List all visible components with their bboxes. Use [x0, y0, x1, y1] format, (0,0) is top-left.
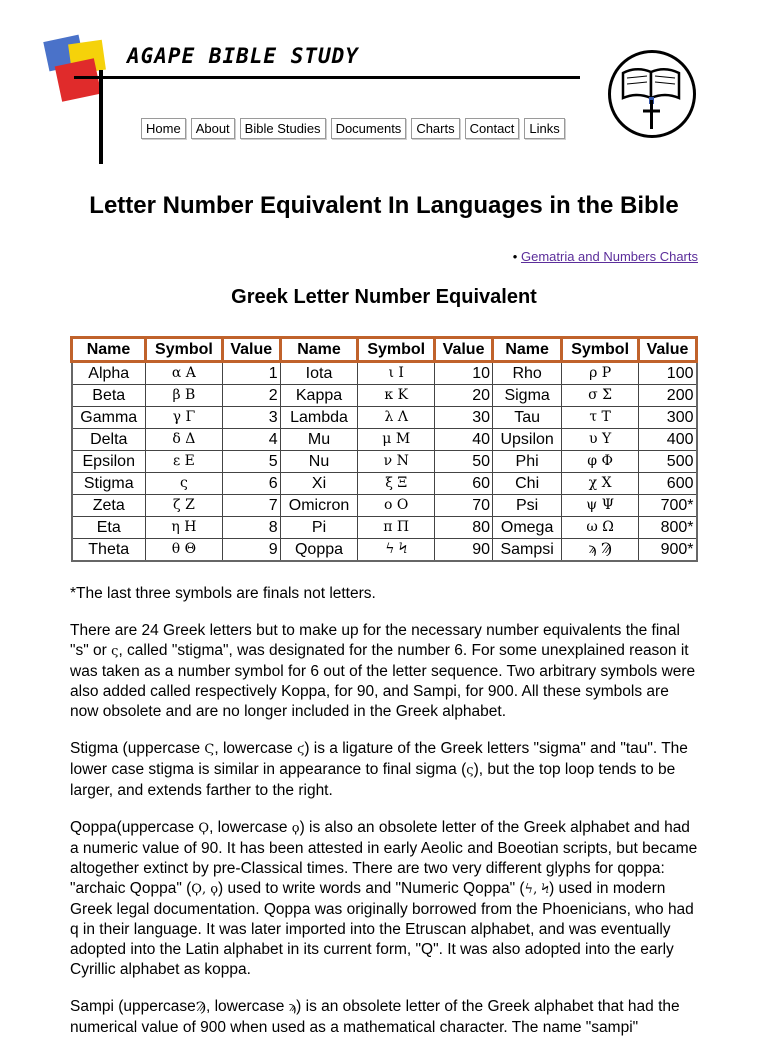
- bullet: •: [512, 249, 518, 264]
- greek-number-table: [70, 336, 698, 562]
- article-body: [70, 584, 698, 1055]
- letter-name-cell: Omega: [493, 517, 562, 539]
- letter-value-cell: 500: [639, 451, 697, 473]
- table-row: [72, 539, 697, 562]
- nav-home[interactable]: Home: [141, 118, 186, 139]
- table-header-row: [72, 338, 697, 362]
- letter-symbol-cell: β Β: [146, 385, 223, 407]
- letter-value-cell: 600: [639, 473, 697, 495]
- letter-name-cell: Upsilon: [493, 429, 562, 451]
- bible-cross-emblem-icon: [608, 50, 696, 138]
- letter-value-cell: 70: [435, 495, 493, 517]
- letter-symbol-cell: λ Λ: [358, 407, 435, 429]
- qoppa-upper-glyph: Ϙ: [198, 821, 210, 836]
- letter-value-cell: 40: [435, 429, 493, 451]
- letter-name-cell: Stigma: [72, 473, 146, 495]
- letter-symbol-cell: ζ Ζ: [146, 495, 223, 517]
- letter-name-cell: Theta: [72, 539, 146, 562]
- logo-square-red: [55, 58, 102, 102]
- letter-name-cell: Delta: [72, 429, 146, 451]
- letter-name-cell: Xi: [280, 473, 358, 495]
- nav-contact[interactable]: Contact: [465, 118, 520, 139]
- letter-symbol-cell: ω Ω: [562, 517, 639, 539]
- sampi-lower-glyph: ϡ: [288, 1000, 297, 1015]
- letter-symbol-cell: π Π: [358, 517, 435, 539]
- paragraph-qoppa: [70, 818, 698, 980]
- nav-about[interactable]: About: [191, 118, 235, 139]
- letter-value-cell: 900*: [639, 539, 697, 562]
- letter-value-cell: 80: [435, 517, 493, 539]
- letter-value-cell: 4: [222, 429, 280, 451]
- main-nav: [141, 118, 565, 139]
- letter-name-cell: Nu: [280, 451, 358, 473]
- letter-symbol-cell: υ Υ: [562, 429, 639, 451]
- letter-value-cell: 20: [435, 385, 493, 407]
- page-title: Letter Number Equivalent In Languages in the Bible: [89, 192, 679, 219]
- letter-value-cell: 6: [222, 473, 280, 495]
- letter-name-cell: Alpha: [72, 362, 146, 385]
- column-header: Value: [639, 338, 697, 362]
- letter-value-cell: 700*: [639, 495, 697, 517]
- letter-name-cell: Zeta: [72, 495, 146, 517]
- column-header: Name: [72, 338, 146, 362]
- text: Stigma (uppercase: [70, 740, 205, 757]
- sampi-upper-glyph: Ϡ: [195, 1000, 206, 1015]
- letter-name-cell: Gamma: [72, 407, 146, 429]
- letter-symbol-cell: η Η: [146, 517, 223, 539]
- text: ) used to write words and "Numeric Qoppa" (: [218, 880, 525, 897]
- nav-bible-studies[interactable]: Bible Studies: [240, 118, 326, 139]
- letter-symbol-cell: ν Ν: [358, 451, 435, 473]
- table-row: [72, 451, 697, 473]
- letter-symbol-cell: σ Σ: [562, 385, 639, 407]
- letter-name-cell: Kappa: [280, 385, 358, 407]
- text: Sampi (uppercase: [70, 998, 196, 1015]
- table-row: [72, 362, 697, 385]
- letter-name-cell: Eta: [72, 517, 146, 539]
- text: , called "stigma", was designated for the number 6. For some unexplained reason it was taken as a number symbol for 6 out of the letter sequence. Two arbitrary symbols were also added called respectively Koppa, for 90, and Sampi, for 900. All these symbols are now obsolete and are no longer included in the Greek alphabet.: [70, 642, 696, 720]
- footnote: *The last three symbols are finals not letters.: [70, 585, 376, 602]
- letter-value-cell: 3: [222, 407, 280, 429]
- nav-charts[interactable]: Charts: [411, 118, 459, 139]
- letter-symbol-cell: θ Θ: [146, 539, 223, 562]
- letter-value-cell: 300: [639, 407, 697, 429]
- letter-value-cell: 2: [222, 385, 280, 407]
- numeric-qoppa-glyphs: ϟ, Ϟ: [524, 882, 550, 897]
- letter-value-cell: 1: [222, 362, 280, 385]
- text: ), but the top loop tends to be larger, and extends farther to the right.: [70, 761, 676, 799]
- nav-documents[interactable]: Documents: [331, 118, 407, 139]
- letter-name-cell: Rho: [493, 362, 562, 385]
- final-sigma-glyph: ς: [111, 644, 119, 659]
- letter-name-cell: Omicron: [280, 495, 358, 517]
- column-header: Symbol: [562, 338, 639, 362]
- table-row: [72, 429, 697, 451]
- letter-value-cell: 5: [222, 451, 280, 473]
- table-row: [72, 495, 697, 517]
- letter-name-cell: Iota: [280, 362, 358, 385]
- letter-value-cell: 400: [639, 429, 697, 451]
- site-title[interactable]: AGAPE BIBLE STUDY: [127, 44, 359, 68]
- letter-name-cell: Mu: [280, 429, 358, 451]
- letter-name-cell: Epsilon: [72, 451, 146, 473]
- stigma-lower-glyph: ϛ: [297, 742, 305, 757]
- column-header: Value: [435, 338, 493, 362]
- paragraph-sampi: [70, 997, 698, 1038]
- column-header: Name: [280, 338, 358, 362]
- nav-links[interactable]: Links: [524, 118, 564, 139]
- table-row: [72, 473, 697, 495]
- letter-symbol-cell: τ Τ: [562, 407, 639, 429]
- letter-value-cell: 10: [435, 362, 493, 385]
- letter-value-cell: 7: [222, 495, 280, 517]
- text: ) is an obsolete letter of the Greek alphabet that had the numerical value of 900 when used as a mathematical character. The name "sampi": [70, 998, 680, 1036]
- letter-symbol-cell: ο Ο: [358, 495, 435, 517]
- letter-name-cell: Pi: [280, 517, 358, 539]
- letter-name-cell: Sigma: [493, 385, 562, 407]
- column-header: Symbol: [146, 338, 223, 362]
- gematria-charts-link[interactable]: Gematria and Numbers Charts: [520, 249, 698, 264]
- text: , lowercase: [205, 998, 289, 1015]
- letter-symbol-cell: ς: [146, 473, 223, 495]
- letter-name-cell: Sampsi: [493, 539, 562, 562]
- text: There are 24 Greek letters but to make up for the necessary number equivalents the final "s" or: [70, 622, 680, 659]
- letter-symbol-cell: φ Φ: [562, 451, 639, 473]
- table-row: [72, 407, 697, 429]
- letter-symbol-cell: ϡ Ϡ: [562, 539, 639, 562]
- letter-name-cell: Qoppa: [280, 539, 358, 562]
- letter-symbol-cell: γ Γ: [146, 407, 223, 429]
- letter-name-cell: Phi: [493, 451, 562, 473]
- text: , lowercase: [214, 740, 298, 757]
- column-header: Symbol: [358, 338, 435, 362]
- letter-value-cell: 8: [222, 517, 280, 539]
- letter-value-cell: 50: [435, 451, 493, 473]
- text: Qoppa(uppercase: [70, 819, 199, 836]
- text: ) used in modern Greek legal documentation. Qoppa was originally borrowed from the Phoenicians, who had q in their language. It was later imported into the Etruscan alphabet, and was eventually adopted into the Latin alphabet in its current form, "Q". It was also adopted into the early Cyrillic alphabet as koppa.: [70, 880, 694, 978]
- paragraph-stigma: [70, 739, 698, 801]
- letter-value-cell: 90: [435, 539, 493, 562]
- letter-name-cell: Chi: [493, 473, 562, 495]
- letter-symbol-cell: ξ Ξ: [358, 473, 435, 495]
- letter-symbol-cell: δ Δ: [146, 429, 223, 451]
- table-row: [72, 385, 697, 407]
- table-row: [72, 517, 697, 539]
- related-link: [513, 249, 698, 264]
- column-header: Name: [493, 338, 562, 362]
- header-vertical-rule: [99, 70, 103, 164]
- letter-value-cell: 100: [639, 362, 697, 385]
- letter-name-cell: Psi: [493, 495, 562, 517]
- letter-symbol-cell: μ Μ: [358, 429, 435, 451]
- archaic-qoppa-glyphs: Ϙ, ϙ: [191, 882, 219, 897]
- letter-value-cell: 30: [435, 407, 493, 429]
- letter-symbol-cell: ε Ε: [146, 451, 223, 473]
- text: , lowercase: [209, 819, 292, 836]
- letter-symbol-cell: ψ Ψ: [562, 495, 639, 517]
- letter-name-cell: Beta: [72, 385, 146, 407]
- section-title: Greek Letter Number Equivalent: [231, 286, 537, 308]
- letter-name-cell: Lambda: [280, 407, 358, 429]
- column-header: Value: [222, 338, 280, 362]
- letter-symbol-cell: ι Ι: [358, 362, 435, 385]
- letter-symbol-cell: α Α: [146, 362, 223, 385]
- letter-symbol-cell: ϟ Ϟ: [358, 539, 435, 562]
- letter-value-cell: 200: [639, 385, 697, 407]
- letter-value-cell: 9: [222, 539, 280, 562]
- text: ) is also an obsolete letter of the Greek alphabet and had a numeric value of 90. It has been attested in early Aeolic and Boeotian scripts, but became altogether extinct by pre-Classical times. There are two very different glyphs for qoppa: "archaic Qoppa" (: [70, 819, 698, 897]
- text: ) is a ligature of the Greek letters "sigma" and "tau". The lower case stigma is similar in appearance to final sigma (: [70, 740, 688, 778]
- letter-name-cell: Tau: [493, 407, 562, 429]
- stigma-upper-glyph: Ϛ: [204, 742, 215, 757]
- letter-value-cell: 800*: [639, 517, 697, 539]
- qoppa-lower-glyph: ϙ: [291, 821, 300, 836]
- letter-symbol-cell: χ Χ: [562, 473, 639, 495]
- final-sigma-glyph: ς: [466, 763, 474, 778]
- letter-value-cell: 60: [435, 473, 493, 495]
- letter-symbol-cell: ρ Ρ: [562, 362, 639, 385]
- paragraph-intro: [70, 621, 698, 722]
- header-horizontal-rule: [74, 76, 580, 79]
- letter-symbol-cell: κ Κ: [358, 385, 435, 407]
